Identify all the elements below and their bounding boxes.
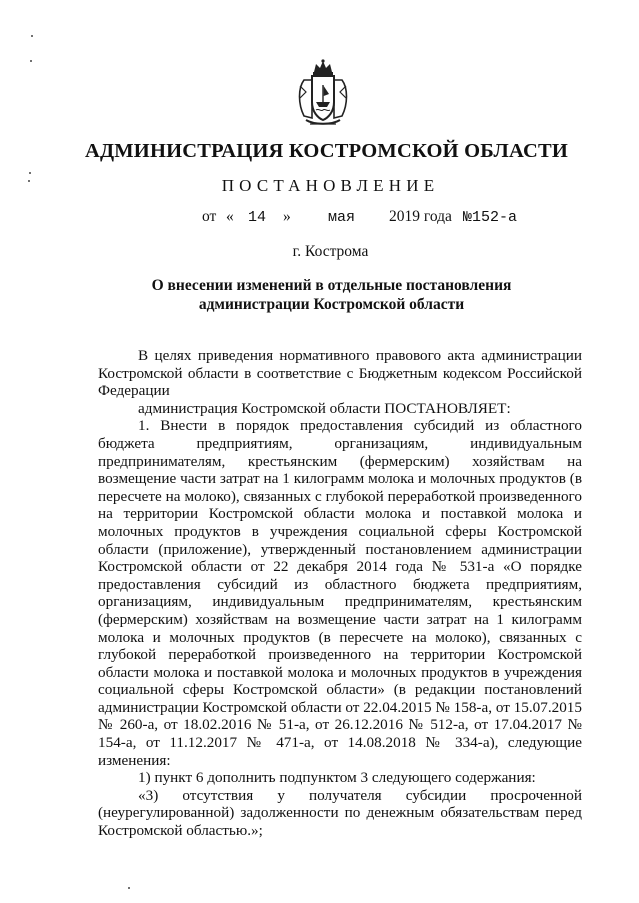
subject-line-1: О внесении изменений в отдельные постановления: [151, 277, 512, 294]
date-prefix: от: [202, 208, 217, 225]
scan-speck: [28, 180, 30, 182]
city: г. Кострома: [292, 243, 369, 260]
coat-of-arms-icon: [294, 58, 352, 128]
body-paragraph-1: 1. Внести в порядок предоставления субсидий из областного бюджета предприятиям, организациям, индивидуальным предпринимателям, крестьянским (фермерским) хозяйствам на возмещение части затрат на 1 килограмм молока и молочных продуктов (в пересчете на молоко), связанных с глубокой переработкой произведенного на территории Костромской области молока и поставкой молока и молочных продуктов в учреждения социальной сферы Костромской области (приложение), утвержденный постановлением администрации Костромской области от 22 декабря 2014 года № 531-а «О порядке предоставления субсидий из областного бюджета предприятиям, организациям, индивидуальным предпринимателям, крестьянским (фермерским) хозяйствам на возмещение части затрат на 1 килограмм молока и молочных продуктов (в пересчете на молоко), связанных с глубокой переработкой произведенного на территории Костромской области молока и поставкой молока и молочных продуктов в учреждения социальной сферы Костромской области» (в редакции постановлений администрации Костромской области от 22.04.2015 № 158-а, от 15.07.2015 № 260-а, от 18.02.2016 № 51-а, от 26.12.2016 № 512-а, от 17.04.2017 № 154-а, от 11.12.2017 № 471-а, от 14.08.2018 № 334-а), следующие изменения:: [98, 417, 582, 769]
scan-speck: [128, 887, 130, 889]
date-day: 14: [248, 209, 267, 226]
scan-speck: [31, 35, 33, 37]
subject-line-2: администрации Костромской области: [198, 296, 465, 313]
document-subject: [0, 276, 639, 314]
date-close-quote: »: [283, 208, 291, 225]
document-number: №152-а: [463, 209, 518, 226]
date-month: мая: [328, 209, 356, 226]
date-year: 2019 года: [389, 208, 452, 225]
body-paragraph-preamble: В целях приведения нормативного правового акта администрации Костромской области в соответствие с Бюджетным кодексом Российской Федерации: [98, 347, 582, 400]
organization-title: АДМИНИСТРАЦИЯ КОСТРОМСКОЙ ОБЛАСТИ: [84, 140, 569, 162]
body-paragraph-1-1: 1) пункт 6 дополнить подпунктом 3 следующего содержания:: [138, 769, 536, 787]
document-body: [98, 347, 582, 840]
scan-speck: [29, 172, 31, 174]
date-open-quote: «: [226, 208, 234, 225]
body-paragraph-1-1-3: «3) отсутствия у получателя субсидии просроченной (неурегулированной) задолженности по денежным обязательствам перед Костромской областью.»;: [98, 786, 582, 840]
document-type: ПОСТАНОВЛЕНИЕ: [221, 176, 440, 195]
scan-speck: [30, 60, 32, 62]
body-paragraph-resolve: администрация Костромской области ПОСТАНОВЛЯЕТ:: [138, 399, 511, 417]
